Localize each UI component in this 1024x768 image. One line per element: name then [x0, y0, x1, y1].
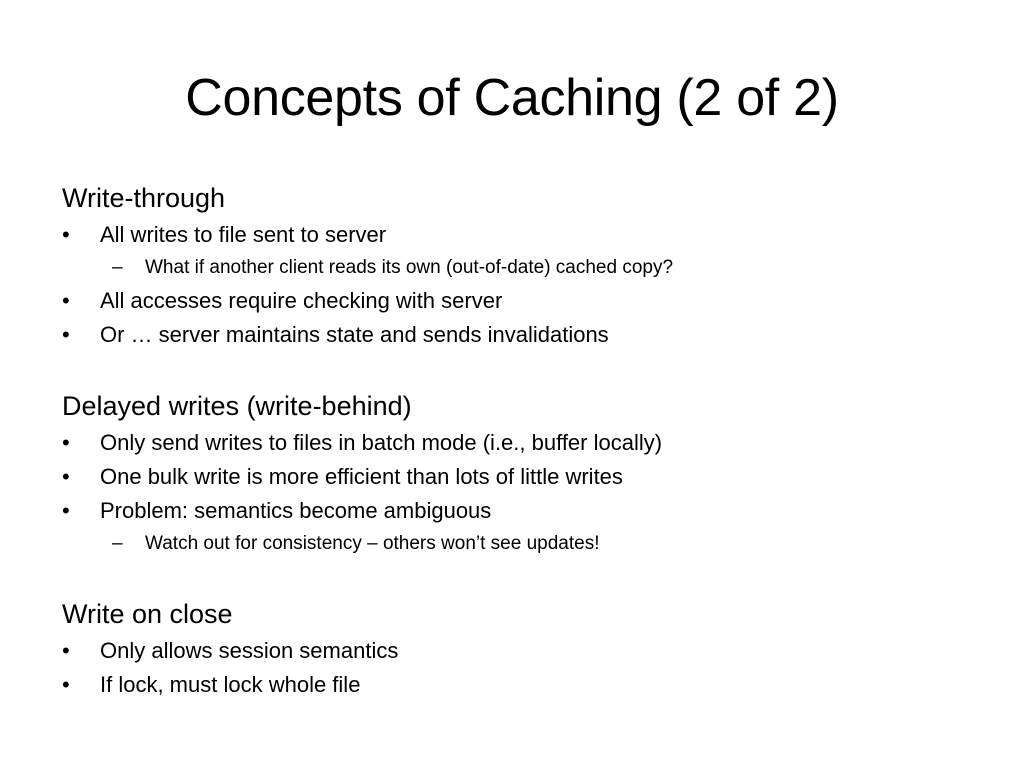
- bullet-text: Problem: semantics become ambiguous: [100, 498, 492, 523]
- bullet-text: All writes to file sent to server: [100, 222, 387, 247]
- bullet-item: [62, 318, 962, 352]
- bullet-item: [62, 494, 962, 528]
- bullet-text: Only send writes to files in batch mode (i.e., buffer locally): [100, 430, 663, 455]
- section-heading: Write on close: [62, 599, 233, 629]
- bullet-item: [62, 284, 962, 318]
- section-delayed-writes: [62, 386, 962, 560]
- bullet-icon: •: [62, 430, 70, 455]
- bullet-icon: •: [62, 638, 70, 663]
- dash-icon: –: [112, 257, 123, 278]
- slide-body: [62, 178, 962, 702]
- bullet-text: Or … server maintains state and sends invalidations: [100, 322, 609, 347]
- sub-bullet-item: [62, 252, 962, 284]
- sub-bullet-text: Watch out for consistency – others won’t see updates!: [145, 533, 600, 554]
- slide-title: Concepts of Caching (2 of 2): [185, 69, 839, 127]
- bullet-icon: •: [62, 288, 70, 313]
- dash-icon: –: [112, 533, 123, 554]
- section-write-through: [62, 178, 962, 352]
- bullet-item: [62, 634, 962, 668]
- section-heading: Delayed writes (write-behind): [62, 391, 412, 421]
- bullet-item: [62, 460, 962, 494]
- bullet-icon: •: [62, 322, 70, 347]
- bullet-text: One bulk write is more efficient than lots of little writes: [100, 464, 623, 489]
- sub-bullet-text: What if another client reads its own (out-of-date) cached copy?: [145, 257, 674, 278]
- section-write-on-close: [62, 594, 962, 702]
- section-heading: Write-through: [62, 183, 226, 213]
- bullet-text: Only allows session semantics: [100, 638, 399, 663]
- bullet-item: [62, 218, 962, 252]
- bullet-item: [62, 426, 962, 460]
- sub-bullet-item: [62, 528, 962, 560]
- bullet-icon: •: [62, 464, 70, 489]
- bullet-icon: •: [62, 222, 70, 247]
- bullet-item: [62, 668, 962, 702]
- bullet-text: If lock, must lock whole file: [100, 672, 361, 697]
- bullet-icon: •: [62, 498, 70, 523]
- bullet-text: All accesses require checking with server: [100, 288, 503, 313]
- bullet-icon: •: [62, 672, 70, 697]
